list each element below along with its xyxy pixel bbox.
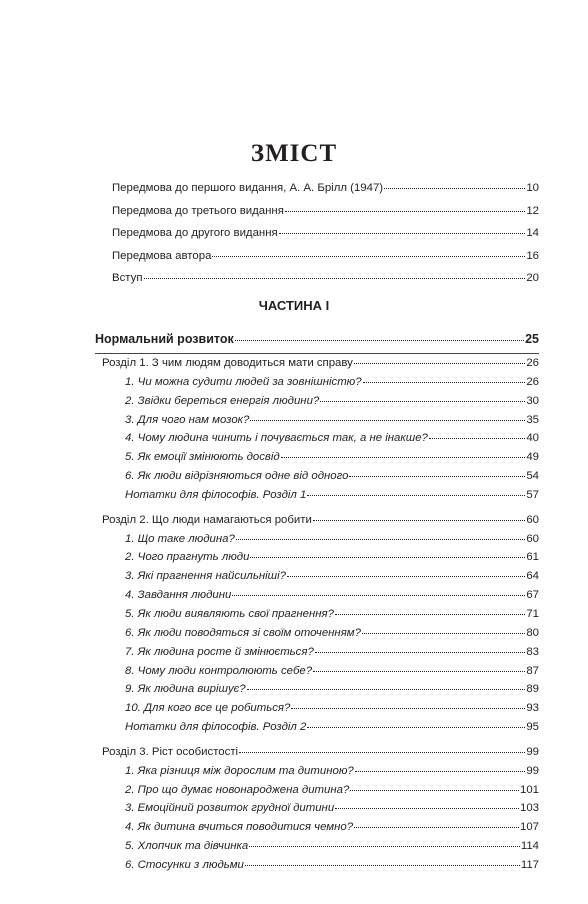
section-title: 3. Для чого нам мозок? — [125, 413, 250, 426]
toc-entry-page: 20 — [526, 272, 539, 285]
divider — [95, 353, 539, 354]
dot-leader — [313, 519, 525, 521]
section-title: 6. Як люди відрізняються одне від одного — [125, 470, 349, 483]
section-page: 80 — [526, 626, 539, 639]
toc-entry-title: Передмова автора — [112, 249, 212, 262]
section-entry[interactable] — [95, 858, 539, 877]
section-page: 83 — [526, 645, 539, 658]
chapter-entry[interactable] — [95, 356, 539, 375]
section-page: 89 — [526, 683, 539, 696]
toc-entry-title: Передмова до третього видання — [112, 204, 284, 217]
section-entry[interactable] — [95, 532, 539, 551]
section-page: 71 — [526, 607, 539, 620]
dot-leader — [307, 726, 525, 728]
section-entry[interactable] — [95, 488, 539, 507]
dot-leader — [349, 475, 525, 477]
toc-entry-title: Передмова до першого видання, А. А. Брілл (1947) — [112, 182, 384, 194]
section-entry[interactable] — [95, 394, 539, 413]
section-entry[interactable] — [95, 375, 539, 394]
dot-leader — [384, 187, 525, 189]
section-entry[interactable] — [95, 626, 539, 645]
section-entry[interactable] — [95, 413, 539, 432]
dot-leader — [287, 575, 525, 577]
dot-leader — [236, 538, 526, 540]
toc-entry-page: 12 — [526, 204, 539, 217]
section-entry[interactable] — [95, 839, 539, 858]
section-entry[interactable] — [95, 569, 539, 588]
section-page: 26 — [526, 375, 539, 388]
section-title: 2. Про що думає новонароджена дитина? — [125, 783, 350, 796]
section-title: 4. Завдання людини — [125, 589, 232, 602]
dot-leader — [291, 707, 525, 709]
section-entry[interactable] — [95, 783, 539, 802]
section-title: 7. Як людина росте й змінюється? — [125, 645, 314, 658]
section-entry[interactable] — [95, 820, 539, 839]
section-title: 5. Хлопчик та дівчинка — [125, 840, 249, 853]
section-page: 114 — [520, 840, 539, 853]
dot-leader — [354, 826, 519, 828]
section-entry[interactable] — [95, 682, 539, 701]
dot-leader — [313, 670, 525, 672]
section-page: 87 — [526, 664, 539, 677]
section-entry[interactable] — [95, 588, 539, 607]
dot-leader — [247, 688, 526, 690]
section-title: 4. Чому людина чинить і почувається так, а не інакше? — [125, 432, 428, 445]
dot-leader — [281, 456, 526, 458]
section-title: Нотатки для філософів. Розділ 1 — [125, 488, 307, 501]
section-title: 9. Як людина вирішує? — [125, 683, 246, 696]
section-title: 1. Що таке людина? — [125, 532, 235, 545]
section-page: 49 — [526, 451, 539, 464]
dot-leader — [362, 632, 525, 634]
dot-leader — [350, 789, 519, 791]
section-entry[interactable] — [95, 607, 539, 626]
chapter-page: 99 — [526, 745, 539, 758]
toc-entry-title: Вступ — [112, 272, 143, 285]
section-entry[interactable] — [95, 550, 539, 569]
section-title: 5. Як люди виявляють свої прагнення? — [125, 607, 334, 620]
section-title: 10. Для кого все це робиться? — [125, 702, 291, 715]
section-entry[interactable] — [95, 764, 539, 783]
toc-entry[interactable] — [112, 249, 539, 272]
section-page: 60 — [526, 532, 539, 545]
dot-leader — [250, 556, 525, 558]
dot-leader — [235, 339, 524, 341]
section-page: 107 — [519, 821, 539, 834]
section-title: 1. Чи можна судити людей за зовнішністю? — [125, 375, 362, 388]
front-matter-list — [112, 181, 539, 294]
section-page: 57 — [526, 488, 539, 501]
toc-entry-page: 16 — [526, 249, 539, 262]
section-entry[interactable] — [95, 431, 539, 450]
section-page: 67 — [526, 589, 539, 602]
section-title: 6. Як люди поводяться зі своїм оточенням? — [125, 626, 361, 639]
section-entry[interactable] — [95, 720, 539, 739]
section-page: 117 — [520, 858, 539, 871]
section-page: 54 — [526, 470, 539, 483]
toc-entry[interactable] — [112, 226, 539, 249]
chapter-title: Розділ 3. Ріст особистості — [102, 745, 239, 758]
section-entry[interactable] — [95, 450, 539, 469]
dot-leader — [307, 494, 525, 496]
dot-leader — [354, 362, 525, 364]
dot-leader — [315, 651, 526, 653]
section-page: 61 — [526, 551, 539, 564]
dot-leader — [429, 437, 525, 439]
section-title: 3. Емоційний розвиток грудної дитини — [125, 802, 335, 815]
toc-entry[interactable] — [112, 181, 539, 204]
chapter-entry[interactable] — [95, 513, 539, 532]
section-page: 101 — [519, 783, 539, 796]
toc-entry[interactable] — [112, 271, 539, 294]
dot-leader — [245, 864, 520, 866]
contents-list — [95, 332, 539, 877]
dot-leader — [335, 613, 525, 615]
section-entry[interactable] — [95, 664, 539, 683]
section-page: 40 — [526, 432, 539, 445]
section-title: 5. Як емоції змінюють досвід — [125, 451, 280, 464]
chapter-page: 26 — [526, 357, 539, 369]
dot-leader — [212, 255, 525, 257]
section-title: Нотатки для філософів. Розділ 2 — [125, 721, 307, 734]
part-heading: ЧАСТИНА І — [258, 298, 330, 313]
dot-leader — [363, 381, 526, 383]
dot-leader — [249, 845, 520, 847]
toc-entry-title: Передмова до другого видання — [112, 227, 278, 240]
dot-leader — [320, 400, 525, 402]
dot-leader — [355, 770, 526, 772]
section-title: 1. Яка різниця між дорослим та дитиною? — [125, 764, 354, 777]
section-title: 4. Як дитина вчиться поводитися чемно? — [125, 821, 354, 834]
toc-entry-page: 10 — [526, 182, 539, 194]
dot-leader — [285, 210, 525, 212]
toc-entry-page: 14 — [526, 227, 539, 240]
section-page: 64 — [526, 570, 539, 583]
section-title: 2. Звідки береться енергія людини? — [125, 394, 320, 407]
dot-leader — [335, 807, 519, 809]
part-entry-page: 25 — [525, 332, 539, 346]
section-page: 103 — [519, 802, 539, 815]
dot-leader — [232, 594, 525, 596]
chapter-title: Розділ 1. З чим людям доводиться мати справу — [102, 357, 353, 369]
section-entry[interactable] — [95, 469, 539, 488]
toc-entry[interactable] — [112, 204, 539, 227]
section-title: 2. Чого прагнуть люди — [125, 551, 250, 564]
page-title: ЗМІСТ — [250, 140, 338, 167]
section-entry[interactable] — [95, 701, 539, 720]
section-entry[interactable] — [95, 801, 539, 820]
section-page: 99 — [526, 764, 539, 777]
dot-leader — [250, 419, 525, 421]
section-title: 3. Які прагнення найсильніші? — [125, 570, 286, 583]
dot-leader — [239, 751, 525, 753]
section-page: 35 — [526, 413, 539, 426]
section-title: 8. Чому люди контролюють себе? — [125, 664, 313, 677]
part-entry[interactable] — [95, 332, 539, 353]
chapter-entry[interactable] — [95, 745, 539, 764]
section-page: 30 — [526, 394, 539, 407]
chapter-title: Розділ 2. Що люди намагаються робити — [102, 513, 312, 526]
dot-leader — [144, 277, 526, 279]
chapter-page: 60 — [526, 513, 539, 526]
section-page: 93 — [526, 702, 539, 715]
section-page: 95 — [526, 721, 539, 734]
section-title: 6. Стосунки з людьми — [125, 858, 244, 871]
part-entry-title: Нормальний розвиток — [95, 332, 234, 346]
dot-leader — [279, 232, 526, 234]
section-entry[interactable] — [95, 645, 539, 664]
